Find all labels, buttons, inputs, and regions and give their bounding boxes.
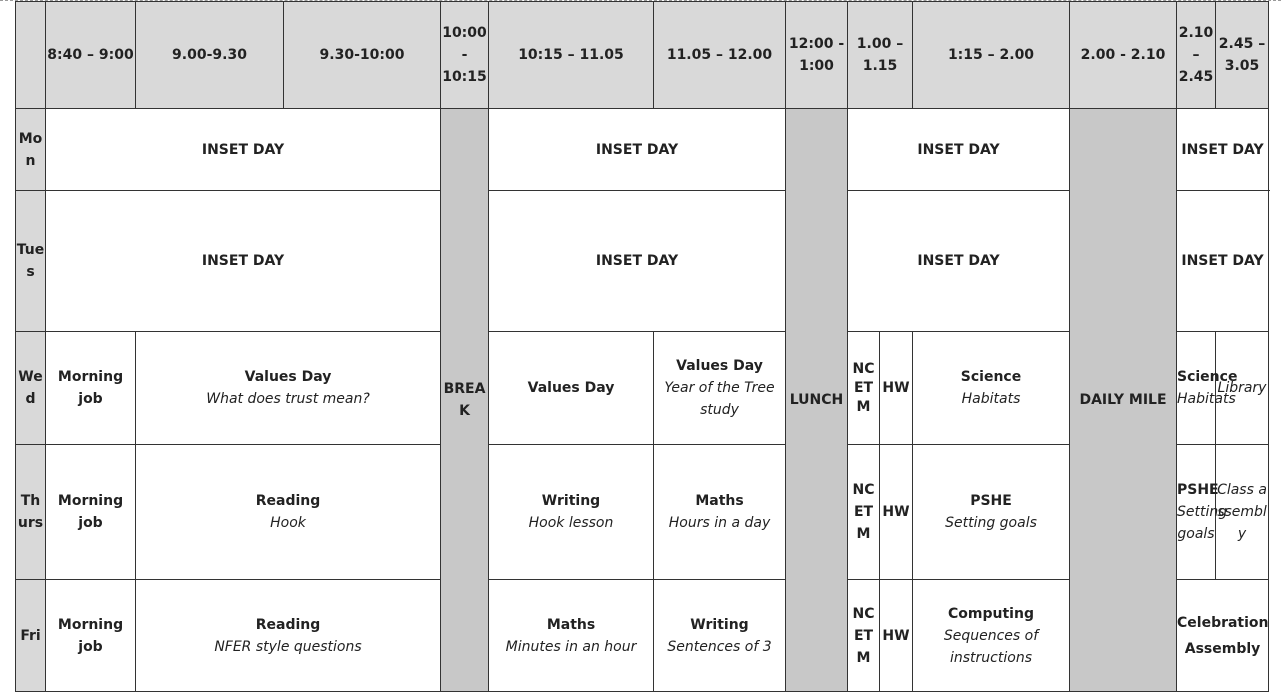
- thu-reading-sub: Hook: [270, 515, 306, 531]
- fri-maths-sub: Minutes in an hour: [505, 638, 637, 655]
- thu-pshe1-title: PSHE: [970, 493, 1012, 509]
- day-monday: Mon: [16, 109, 46, 191]
- thu-writing-sub: Hook lesson: [528, 515, 614, 531]
- timetable: [15, 1, 1269, 692]
- tue-morning-inset: INSET DAY: [46, 191, 441, 332]
- thu-pshe-2: [1177, 445, 1228, 580]
- lunch-column: LUNCH: [786, 109, 848, 692]
- thu-writing: [489, 445, 654, 580]
- header-row: [16, 2, 1269, 109]
- thu-pshe1-sub: Setting goals: [945, 515, 1037, 531]
- slot-0840: 8:40 – 9:00: [46, 2, 136, 109]
- slot-1200: 12:00 - 1:00: [786, 2, 848, 109]
- thu-hw: HW: [880, 445, 913, 580]
- mon-late-afternoon-inset: INSET DAY: [1177, 109, 1269, 191]
- day-wednesday: Wed: [16, 332, 46, 445]
- mon-morning-inset: INSET DAY: [46, 109, 441, 191]
- mon-afternoon-inset: INSET DAY: [848, 109, 1070, 191]
- slot-1000: 10:00 - 10:15: [441, 2, 489, 109]
- slot-0900: 9.00-9.30: [136, 2, 284, 109]
- tue-afternoon-inset: INSET DAY: [848, 191, 1070, 332]
- wed-sci2-sub: Habitats: [1177, 391, 1236, 407]
- day-friday: Fri: [16, 580, 46, 692]
- day-tuesday: Tues: [16, 191, 46, 332]
- fri-morning-job: Morning job: [46, 580, 136, 692]
- wed-morning-job: Morning job: [46, 332, 136, 445]
- wed-science-2: [1177, 332, 1238, 445]
- slot-1315: 1:15 – 2.00: [913, 2, 1070, 109]
- wed-values-title: Values Day: [244, 369, 332, 385]
- break-column: BREAK: [441, 109, 489, 692]
- fri-writing-title: Writing: [690, 616, 749, 633]
- fri-reading: [136, 580, 441, 692]
- thu-morning-job: Morning job: [46, 445, 136, 580]
- daily-mile-column: DAILY MILE: [1070, 109, 1177, 692]
- wed-values3-title: Values Day: [676, 358, 763, 374]
- slot-1445: 2.45 – 3.05: [1216, 2, 1269, 109]
- tue-late-afternoon-inset: INSET DAY: [1177, 191, 1269, 332]
- day-thursday: Thurs: [16, 445, 46, 580]
- fri-writing-sub: Sentences of 3: [667, 638, 772, 655]
- fri-hw: HW: [880, 580, 913, 692]
- slot-1400: 2.00 - 2.10: [1070, 2, 1177, 109]
- thu-pshe2-sub: Setting goals: [1177, 504, 1228, 542]
- slot-1015: 10:15 – 11.05: [489, 2, 654, 109]
- thu-pshe-1: [913, 445, 1070, 580]
- slot-1410: 2.10 – 2.45: [1177, 2, 1216, 109]
- thu-pshe2-title: PSHE: [1177, 482, 1219, 498]
- wed-library: Library: [1216, 332, 1269, 445]
- tue-late-morning-inset: INSET DAY: [489, 191, 786, 332]
- fri-maths: [489, 580, 654, 692]
- wed-values-day-2: Values Day: [489, 332, 654, 445]
- wed-values3-sub: Year of the Tree study: [664, 380, 775, 418]
- row-monday: [16, 109, 1269, 191]
- fri-comp-sub: Sequences of instructions: [943, 627, 1039, 666]
- wed-science-1: [913, 332, 1070, 445]
- thu-class-assembly: Class assembly: [1216, 445, 1269, 580]
- slot-1300: 1.00 – 1.15: [848, 2, 913, 109]
- wed-ncetm: NCETM: [848, 332, 880, 445]
- slot-0930: 9.30-10:00: [284, 2, 441, 109]
- wed-values-day-3: [654, 332, 786, 445]
- fri-comp-title: Computing: [948, 605, 1034, 622]
- thu-writing-title: Writing: [541, 493, 601, 509]
- fri-maths-title: Maths: [546, 616, 596, 633]
- wed-hw: HW: [880, 332, 913, 445]
- wed-values-day: [136, 332, 441, 445]
- fri-computing: [913, 580, 1070, 692]
- thu-ncetm: NCETM: [848, 445, 880, 580]
- fri-ncetm: NCETM: [848, 580, 880, 692]
- corner-cell: [16, 2, 46, 109]
- wed-values-sub: What does trust mean?: [206, 391, 370, 407]
- fri-reading-title: Reading: [255, 616, 321, 633]
- mon-late-morning-inset: INSET DAY: [489, 109, 786, 191]
- thu-reading-title: Reading: [255, 493, 321, 509]
- thu-maths-sub: Hours in a day: [668, 515, 771, 531]
- wed-sci1-title: Science: [960, 369, 1022, 385]
- fri-writing: [654, 580, 786, 692]
- wed-sci2-title: Science: [1177, 369, 1238, 385]
- thu-maths: [654, 445, 786, 580]
- thu-reading: [136, 445, 441, 580]
- fri-celebration-assembly: Celebration Assembly: [1177, 580, 1269, 692]
- wed-sci1-sub: Habitats: [961, 391, 1021, 407]
- slot-1105: 11.05 – 12.00: [654, 2, 786, 109]
- thu-maths-title: Maths: [695, 493, 744, 509]
- fri-reading-sub: NFER style questions: [214, 638, 362, 655]
